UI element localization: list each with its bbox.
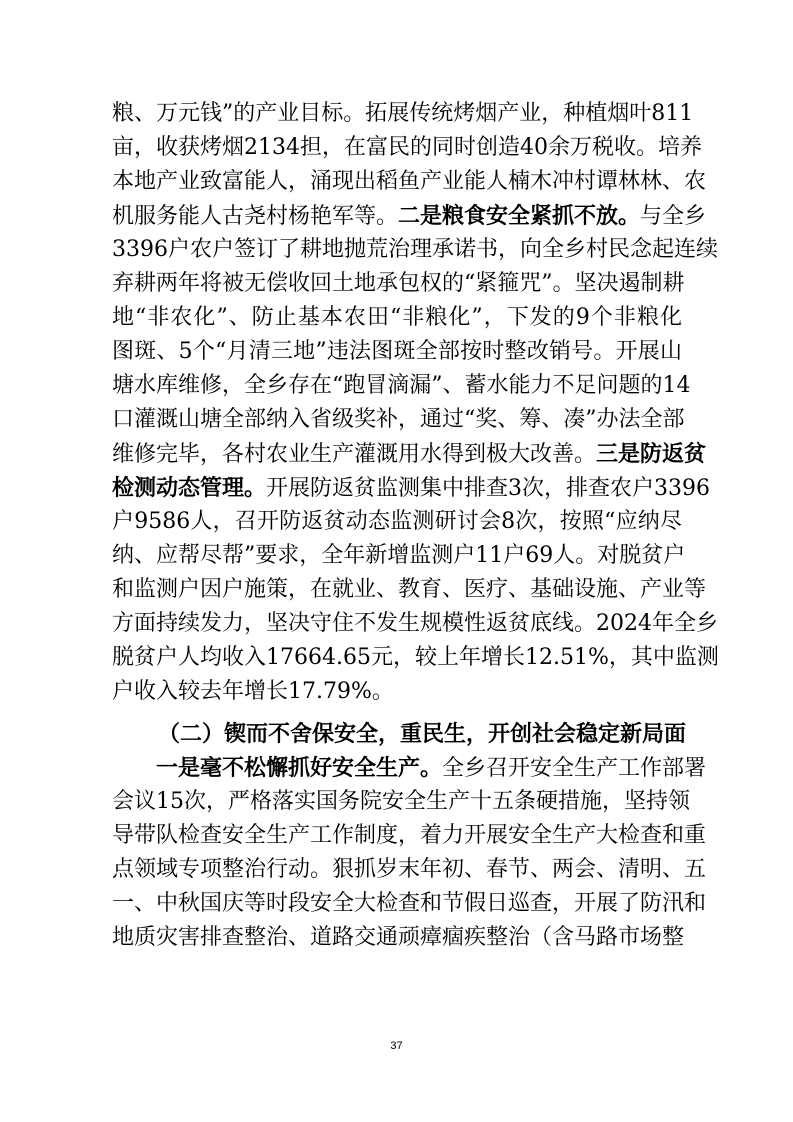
text-segment: （二）锲而不舍保安全，重民生，开创社会稳定新局面	[158, 721, 687, 747]
text-line	[112, 233, 718, 267]
text-line	[112, 853, 707, 887]
text-segment: 全乡召开安全生产工作部署	[442, 756, 707, 781]
text-line	[112, 675, 682, 709]
text-segment: 纳、应帮尽帮”要求，全年新增监测户11户69人。对脱贫户	[112, 543, 686, 568]
page-number: 37	[390, 1040, 403, 1052]
text-line	[112, 267, 685, 301]
text-segment: 脱贫户人均收入17664.65元，较上年增长12.51%，其中监测	[112, 645, 719, 670]
text-segment: 一、中秋国庆等时段安全大检查和节假日巡查，开展了防汛和	[112, 891, 707, 916]
text-line	[112, 437, 707, 471]
text-segment: 导带队检查安全生产工作制度，着力开展安全生产大检查和重	[112, 823, 707, 848]
text-line	[112, 887, 707, 921]
text-segment: 户收入较去年增长17.79%。	[112, 679, 394, 704]
text-segment: 地“非农化”、防止基本农田“非粮化”，下发的9个非粮化	[112, 305, 682, 330]
text-segment: 户9586人，召开防返贫动态监测研讨会8次，按照“应纳尽	[112, 509, 682, 534]
text-line	[112, 471, 711, 505]
text-segment: 地质灾害排查整治、道路交通顽瘴痼疾整治（含马路市场整	[112, 925, 685, 950]
text-segment: 3396户农户签订了耕地抛荒治理承诺书，向全乡村民念起连续	[112, 237, 718, 262]
bold-phrase: 检测动态管理。	[112, 475, 267, 501]
text-segment: 弃耕两年将被无偿收回土地承包权的“紧箍咒”。坚决遏制耕	[112, 271, 685, 296]
text-line	[112, 403, 685, 437]
text-line	[112, 165, 707, 199]
text-segment: 开展防返贫监测集中排查3次，排查农户3396	[266, 476, 711, 501]
text-line	[112, 641, 719, 675]
text-segment: 本地产业致富能人，涌现出稻鱼产业能人楠木冲村谭林林、农	[112, 169, 707, 194]
text-line	[112, 335, 682, 369]
text-line	[112, 785, 690, 819]
text-line	[112, 505, 682, 539]
text-line	[112, 301, 682, 335]
text-line	[112, 369, 691, 403]
text-segment: 和监测户因户施策，在就业、教育、医疗、基础设施、产业等	[112, 577, 707, 602]
text-line	[112, 539, 686, 573]
text-segment: 维修完毕，各村农业生产灌溉用水得到极大改善。	[112, 442, 597, 467]
text-line	[156, 751, 707, 785]
text-line	[112, 573, 707, 607]
bold-phrase: 三是防返贫	[596, 441, 707, 467]
section-heading	[158, 717, 687, 751]
text-line	[112, 97, 694, 131]
bold-phrase: 二是粮食安全紧抓不放。	[398, 203, 641, 229]
text-segment: 粮、万元钱”的产业目标。拓展传统烤烟产业，种植烟叶811	[112, 101, 694, 126]
text-segment: 与全乡	[640, 204, 707, 229]
text-segment: 亩，收获烤烟2134担，在富民的同时创造40余万税收。培养	[112, 135, 702, 160]
text-line	[112, 819, 707, 853]
text-segment: 口灌溉山塘全部纳入省级奖补，通过“奖、筹、凑”办法全部	[112, 407, 685, 432]
text-segment: 会议15次，严格落实国务院安全生产十五条硬措施，坚持领	[112, 789, 690, 814]
text-segment: 方面持续发力，坚决守住不发生规模性返贫底线。2024年全乡	[112, 611, 718, 636]
text-line	[112, 607, 718, 641]
text-segment: 点领域专项整治行动。狠抓岁末年初、春节、两会、清明、五	[112, 857, 707, 882]
text-line	[112, 131, 702, 165]
bold-phrase: 一是毫不松懈抓好安全生产。	[156, 755, 443, 781]
text-line	[112, 199, 707, 233]
text-segment: 图斑、5个“月清三地”违法图斑全部按时整改销号。开展山	[112, 339, 682, 364]
text-segment: 机服务能人古尧村杨艳军等。	[112, 204, 399, 229]
text-line	[112, 921, 685, 955]
text-segment: 塘水库维修，全乡存在“跑冒滴漏”、蓄水能力不足问题的14	[112, 373, 691, 398]
